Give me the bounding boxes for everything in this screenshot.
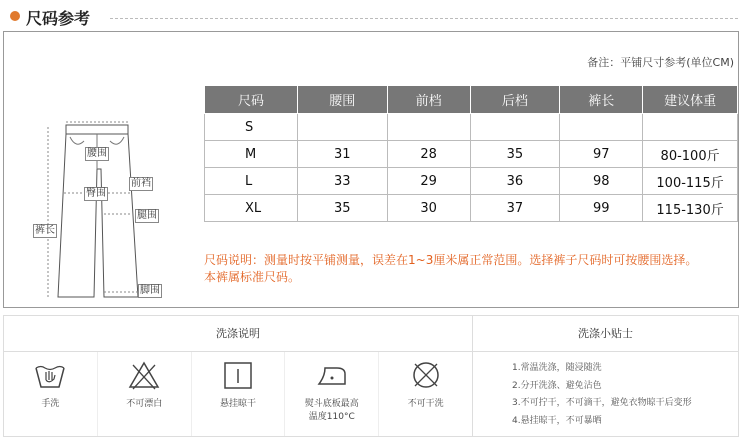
cell-size: S [205,114,298,141]
col-header-size: 尺码 [205,86,298,114]
hang-dry-icon [221,360,255,390]
cell-front-rise: 28 [387,141,470,168]
col-header-waist: 腰围 [297,86,387,114]
cell-front-rise: 29 [387,168,470,195]
list-item: 2.分开洗涤、避免沾色 [512,380,602,391]
label-hem: 脚围 [140,285,160,296]
cell-waist: 31 [297,141,387,168]
col-header-back-rise: 后档 [470,86,560,114]
col-header-length: 裤长 [560,86,643,114]
cell-weight: 80-100斤 [643,141,738,168]
care-icons-row [4,352,473,436]
care-item-no-bleach [98,352,192,436]
cell-size: M [205,141,298,168]
cell-size: XL [205,195,298,222]
cell-length: 99 [560,195,643,222]
label-front-rise: 前裆 [131,178,151,189]
label-waist: 腰围 [87,148,107,159]
cell-weight [643,114,738,141]
no-dry-clean-icon [409,360,443,390]
cell-back-rise: 36 [470,168,560,195]
care-panel [3,315,739,437]
table-row [205,168,738,195]
table-row [205,195,738,222]
hand-wash-icon [33,360,67,390]
no-bleach-icon [127,360,161,390]
caption-iron [285,398,378,424]
remark-line-1: 尺码说明：测量时按平铺测量，误差在1~3厘米属正常范围。选择裤子尺码时可按腰围选择。 [204,253,698,267]
col-header-front-rise: 前档 [387,86,470,114]
care-tips-title: 洗涤小贴士 [473,316,738,352]
table-header-row [205,86,738,114]
iron-icon [315,360,349,390]
remark-line-2: 本裤属标准尺码。 [204,270,301,284]
cell-length: 98 [560,168,643,195]
pants-diagram [24,107,174,307]
label-thigh: 腿围 [137,210,157,221]
cell-back-rise: 35 [470,141,560,168]
bullet-dot-icon [10,11,20,21]
cell-back-rise [470,114,560,141]
cell-size: L [205,168,298,195]
cell-waist: 35 [297,195,387,222]
section-title: 尺码参考 [26,9,91,28]
caption-hand-wash: 手洗 [41,399,60,409]
list-item: 4.悬挂晾干，不可暴晒 [512,415,602,426]
list-item: 3.不可拧干，不可滴干，避免衣物晾干后变形 [512,398,692,408]
cell-back-rise: 37 [470,195,560,222]
caption-no-bleach: 不可漂白 [126,399,163,409]
size-remark [204,252,734,286]
care-item-hang-dry [192,352,286,436]
caption-hang-dry: 悬挂晾干 [219,399,256,409]
cell-front-rise [387,114,470,141]
dashed-divider [110,18,738,19]
caption-no-dry-clean: 不可干洗 [407,399,444,409]
cell-length [560,114,643,141]
care-item-iron [285,352,379,436]
size-table [204,85,738,222]
table-row [205,114,738,141]
cell-waist: 33 [297,168,387,195]
cell-weight: 100-115斤 [643,168,738,195]
cell-weight: 115-130斤 [643,195,738,222]
cell-waist [297,114,387,141]
pants-outline-icon [24,107,174,307]
cell-front-rise: 30 [387,195,470,222]
unit-note: 备注：平铺尺寸参考(单位CM) [587,56,734,69]
care-tips-list [512,360,692,430]
size-chart-panel [3,31,739,308]
caption-iron-line-1: 熨斗底板最高 [304,399,359,409]
caption-iron-line-2: 温度110°C [308,412,355,422]
col-header-weight: 建议体重 [643,86,738,114]
label-hip: 臀围 [86,188,106,199]
label-length: 裤长 [35,225,55,236]
care-item-hand-wash [4,352,98,436]
table-row [205,141,738,168]
section-header [0,0,750,34]
care-item-no-dry-clean [379,352,472,436]
care-instructions-title: 洗涤说明 [4,316,473,352]
cell-length: 97 [560,141,643,168]
list-item: 1.常温洗涤，随浸随洗 [512,363,602,373]
